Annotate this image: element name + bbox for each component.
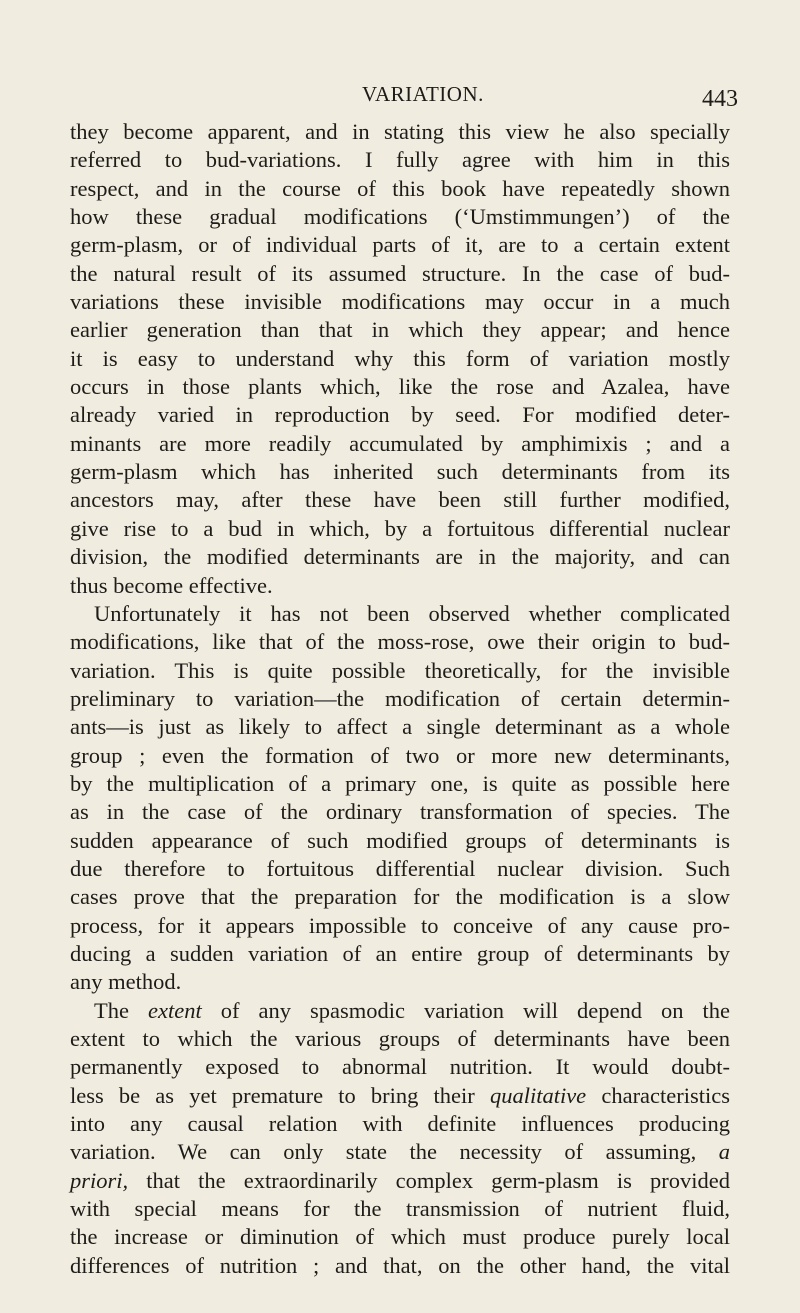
italic-word: priori, <box>70 1167 129 1193</box>
body-text <box>70 118 730 1280</box>
text-line: Unfortunately it has not been observed whether complicated <box>94 600 730 626</box>
text-line: ducing a sudden variation of an entire group of determinants by <box>70 940 730 966</box>
text-line: respect, and in the course of this book have repeatedly shown <box>70 175 730 201</box>
text-segment: that the extraordinarily complex germ-plasm is provided <box>146 1167 731 1193</box>
text-line: already varied in reproduction by seed. For modified deter- <box>70 402 730 428</box>
text-line: preliminary to variation—the modification of certain determin- <box>70 685 730 711</box>
text-line: with special means for the transmission of nutrient fluid, <box>70 1196 730 1222</box>
text-segment: The <box>94 997 129 1023</box>
text-line: modifications, like that of the moss-rose, owe their origin to bud- <box>70 629 730 655</box>
text-line: minants are more readily accumulated by amphimixis ; and a <box>70 430 730 456</box>
text-line: give rise to a bud in which, by a fortuitous differential nuclear <box>70 515 730 541</box>
text-line: ancestors may, after these have been still further modified, <box>70 487 730 513</box>
text-segment: characteristics <box>601 1082 731 1108</box>
text-line: variations these invisible modifications may occur in a much <box>70 289 730 315</box>
text-line: any method. <box>70 969 182 995</box>
text-line: by the multiplication of a primary one, is quite as possible here <box>70 770 730 796</box>
text-line: the natural result of its assumed structure. In the case of bud- <box>70 260 730 286</box>
text-segment: variation. We can only state the necessity of assuming, <box>70 1139 697 1165</box>
text-line: ants—is just as likely to affect a single determinant as a whole <box>70 714 730 740</box>
text-line: thus become effective. <box>70 572 273 598</box>
text-line: as in the case of the ordinary transformation of species. The <box>70 799 730 825</box>
italic-word: extent <box>148 997 202 1023</box>
text-line <box>70 997 730 1025</box>
text-line: occurs in those plants which, like the rose and Azalea, have <box>70 374 730 400</box>
running-title: VARIATION. <box>362 82 484 106</box>
text-line: germ-plasm, or of individual parts of it, are to a certain extent <box>70 232 730 258</box>
text-line: differences of nutrition ; and that, on the other hand, the vital <box>70 1252 730 1278</box>
text-line <box>70 1138 730 1166</box>
text-line <box>70 1167 730 1195</box>
text-line: extent to which the various groups of determinants have been <box>70 1026 730 1051</box>
text-segment: of any spasmodic variation will depend on the <box>220 997 730 1023</box>
text-line: earlier generation than that in which they appear; and hence <box>70 317 730 343</box>
text-line: it is easy to understand why this form of variation mostly <box>70 345 730 371</box>
text-line: cases prove that the preparation for the modification is a slow <box>70 884 730 910</box>
page-number: 443 <box>702 86 738 112</box>
italic-word: a <box>718 1139 730 1165</box>
text-line: group ; even the formation of two or more new determinants, <box>70 742 730 768</box>
running-head <box>0 82 800 122</box>
text-line: due therefore to fortuitous differential nuclear division. Such <box>70 855 730 881</box>
text-line: variation. This is quite possible theoretically, for the invisible <box>70 657 730 683</box>
text-line: division, the modified determinants are in the majority, and can <box>70 544 730 570</box>
text-line: germ-plasm which has inherited such determinants from its <box>70 459 730 485</box>
text-line: permanently exposed to abnormal nutrition. It would doubt- <box>70 1054 730 1080</box>
text-line <box>70 1082 730 1110</box>
text-line: process, for it appears impossible to conceive of any cause pro- <box>70 912 730 938</box>
text-segment: less be as yet premature to bring their <box>70 1082 475 1108</box>
text-line: referred to bud-variations. I fully agree with him in this <box>70 147 730 173</box>
text-line: into any causal relation with definite influences producing <box>70 1111 730 1137</box>
text-line: they become apparent, and in stating this view he also specially <box>70 119 730 144</box>
italic-word: qualitative <box>489 1082 587 1108</box>
text-line: the increase or diminution of which must produce purely local <box>70 1224 730 1250</box>
text-line: sudden appearance of such modified groups of determinants is <box>70 827 730 853</box>
text-line: how these gradual modifications (‘Umstimmungen’) of the <box>70 204 730 230</box>
